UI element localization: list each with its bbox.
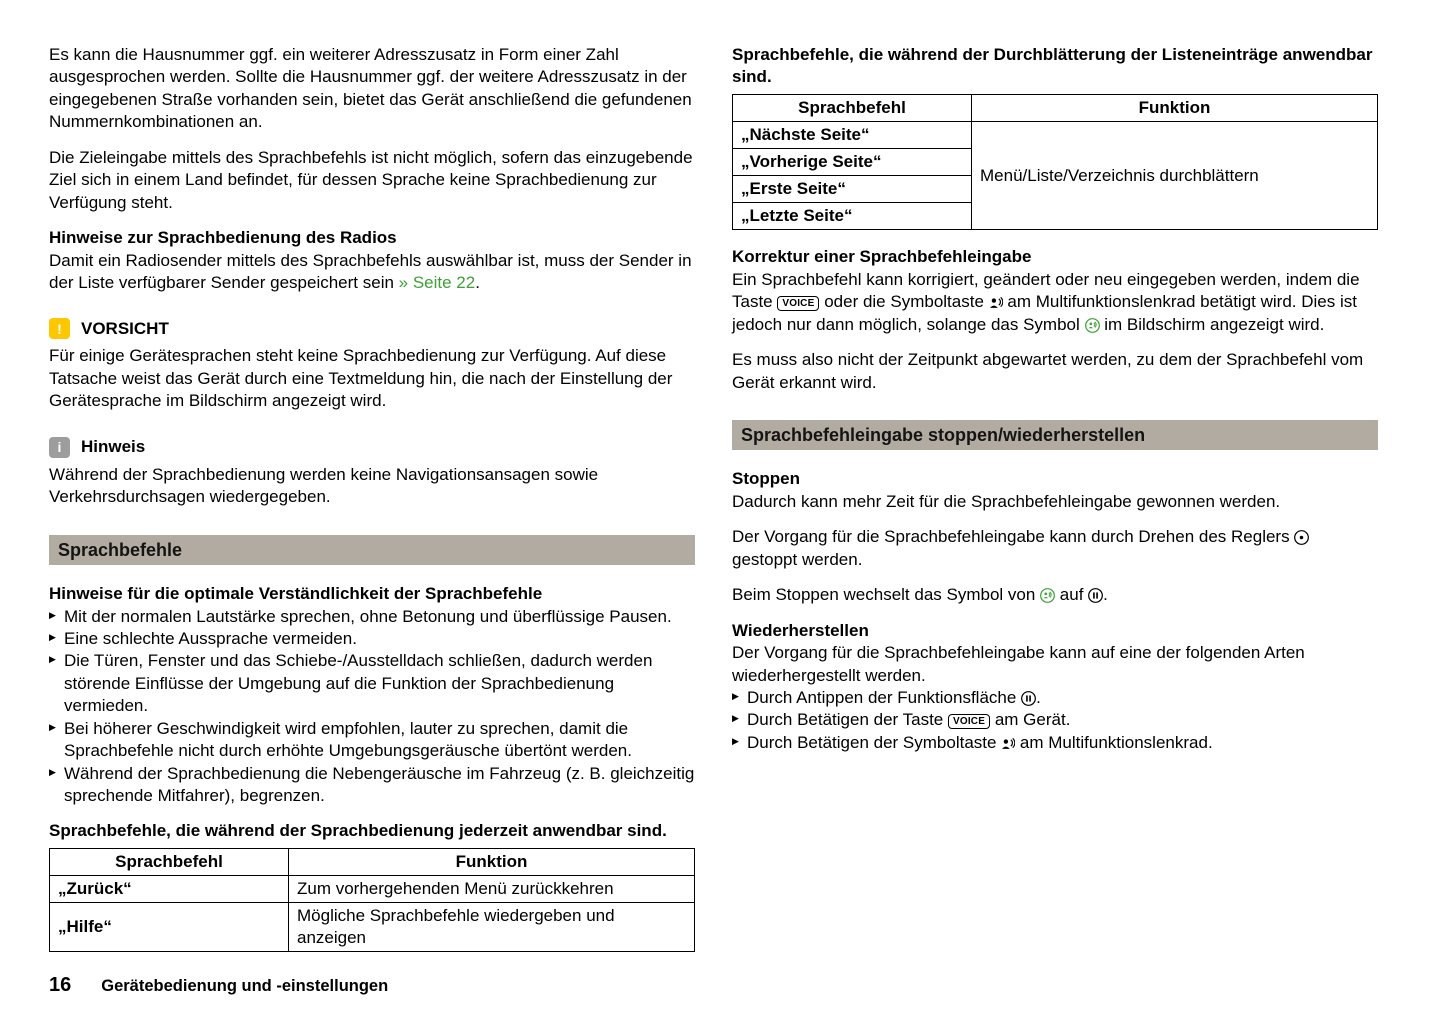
caution-title: VORSICHT <box>81 318 169 338</box>
list-item: ▶ Mit der normalen Lautstärke sprechen, ohne Betonung und überflüssige Pausen. <box>49 606 695 628</box>
table-row <box>50 875 695 902</box>
tips-list <box>49 606 695 808</box>
command-cell: „Erste Seite“ <box>733 176 972 203</box>
note-text: Während der Sprachbedienung werden keine Navigationsansagen sowie Verkehrsdurchsagen wiedergegeben. <box>49 464 599 507</box>
paragraph-wait: Es muss also nicht der Zeitpunkt abgewartet werden, zu dem der Sprachbefehl vom Gerät erkannt wird. <box>732 350 1364 392</box>
function-cell: Mögliche Sprachbefehle wiedergeben und anzeigen <box>289 903 695 952</box>
table-header-row <box>50 848 695 875</box>
command-cell: „Nächste Seite“ <box>733 121 972 148</box>
stop-text-2: Der Vorgang für die Sprachbefehleingabe kann durch Drehen des Reglers gestoppt werden. <box>732 526 1378 571</box>
page-22-link[interactable]: » Seite 22 <box>398 272 476 292</box>
caution-box <box>49 318 695 412</box>
column-header-funktion: Funktion <box>289 848 695 875</box>
list-item: ▶ Während der Sprachbedienung die Nebengeräusche im Fahrzeug (z. B. gleichzeitig sprechende Mitfahrer), begrenzen. <box>49 763 695 808</box>
voice-key-icon: VOICE <box>948 714 990 729</box>
stop-text-3: Beim Stoppen wechselt das Symbol von auf . <box>732 585 1108 605</box>
function-cell: Zum vorhergehenden Menü zurückkehren <box>289 875 695 902</box>
rotary-knob-icon <box>1294 530 1309 545</box>
caution-text: Für einige Gerätesprachen steht keine Sprachbedienung zur Verfügung. Auf diese Tatsache weist das Gerät durch eine Textmeldung hin, die nach der Einstellung der Gerätesprache im Bildschirm angezeigt wird. <box>49 346 673 411</box>
two-column-layout <box>49 44 1396 968</box>
list-item: ▶ Die Türen, Fenster und das Schiebe-/Ausstelldach schließen, dadurch werden störende Einflüsse der Umgebung auf die Funktion der Sprachbedienung vermieden. <box>49 650 695 717</box>
table-row <box>733 121 1378 148</box>
list-item: ▶ Eine schlechte Aussprache vermeiden. <box>49 628 695 650</box>
radio-hints-heading: Hinweise zur Sprachbedienung des Radios <box>49 228 397 248</box>
column-header-sprachbefehl: Sprachbefehl <box>50 848 289 875</box>
column-header-funktion: Funktion <box>972 94 1378 121</box>
stop-block <box>732 468 1378 513</box>
stop-text-1: Dadurch kann mehr Zeit für die Sprachbefehleingabe gewonnen werden. <box>732 491 1281 511</box>
correction-text: Ein Sprachbefehl kann korrigiert, geändert oder neu eingegeben werden, indem die Taste VOICE oder die Symboltaste am Multifunktionslenkrad betätigt wird. Dies ist jedoch nur dann möglich, solange das Symbol im Bildschirm angezeigt wird. <box>732 269 1360 334</box>
page-footer <box>49 974 388 997</box>
command-cell: „Letzte Seite“ <box>733 203 972 230</box>
list-item: ▶ Durch Betätigen der Symboltaste am Multifunktionslenkrad. <box>732 732 1378 754</box>
restore-block <box>732 620 1378 687</box>
function-cell-merged: Menü/Liste/Verzeichnis durchblättern <box>972 121 1378 229</box>
info-icon: i <box>49 437 70 458</box>
voice-commands-table <box>49 848 695 952</box>
section-header-sprachbefehle: Sprachbefehle <box>49 535 695 566</box>
speech-symbol-icon <box>1001 737 1015 751</box>
table-header-row <box>733 94 1378 121</box>
correction-heading: Korrektur einer Sprachbefehleingabe <box>732 247 1032 267</box>
section-header-stop-restore: Sprachbefehleingabe stoppen/wiederherstellen <box>732 420 1378 451</box>
table1-intro: Sprachbefehle, die während der Sprachbedienung jederzeit anwendbar sind. <box>49 821 667 841</box>
browse-commands-table <box>732 94 1378 230</box>
radio-hints-block <box>49 227 695 294</box>
correction-block <box>732 246 1378 336</box>
command-cell: „Zurück“ <box>50 875 289 902</box>
note-title: Hinweis <box>81 437 146 457</box>
table2-intro: Sprachbefehle, die während der Durchblätterung der Listeneinträge anwendbar sind. <box>732 45 1373 87</box>
command-cell: „Vorherige Seite“ <box>733 149 972 176</box>
list-item: ▶ Bei höherer Geschwindigkeit wird empfohlen, lauter zu sprechen, damit die Sprachbefehle nicht durch erhöhte Umgebungsgeräusche übertönt werden. <box>49 718 695 763</box>
voice-paused-icon <box>1021 691 1036 706</box>
page-number: 16 <box>49 974 72 996</box>
command-cell: „Hilfe“ <box>50 903 289 952</box>
radio-hints-text: Damit ein Radiosender mittels des Sprachbefehls auswählbar ist, muss der Sender in der Liste verfügbarer Sender gespeichert sein » Seite 22. <box>49 250 692 292</box>
tips-heading: Hinweise für die optimale Verständlichkeit der Sprachbefehle <box>49 584 543 604</box>
voice-active-icon <box>1040 588 1055 603</box>
list-item: ▶ Durch Antippen der Funktionsfläche . <box>732 687 1378 709</box>
list-item: ▶ Durch Betätigen der Taste VOICE am Gerät. <box>732 709 1378 731</box>
paragraph-destination-entry: Die Zieleingabe mittels des Sprachbefehls ist nicht möglich, sofern das einzugebende Ziel sich in einem Land befindet, für dessen Sprache keine Sprachbedienung zur Verfügung steht. <box>49 147 693 212</box>
voice-paused-icon <box>1088 588 1103 603</box>
table-row <box>50 903 695 952</box>
note-box <box>49 437 695 509</box>
column-header-sprachbefehl: Sprachbefehl <box>733 94 972 121</box>
right-column <box>732 44 1378 767</box>
stop-heading: Stoppen <box>732 469 800 489</box>
restore-intro: Der Vorgang für die Sprachbefehleingabe kann auf eine der folgenden Arten wiederhergestellt werden. <box>732 643 1305 685</box>
paragraph-house-number: Es kann die Hausnummer ggf. ein weiterer Adresszusatz in Form einer Zahl ausgesprochen werden. Sollte die Hausnummer ggf. der weitere Adresszusatz in der eingegebenen Straße vorhanden sein, bietet das Gerät anschließend die gefundenen Nummernkombinationen an. <box>49 45 692 132</box>
restore-heading: Wiederherstellen <box>732 620 869 640</box>
chapter-title: Gerätebedienung und -einstellungen <box>101 977 389 995</box>
caution-icon: ! <box>49 318 70 339</box>
restore-options-list <box>732 687 1378 754</box>
speech-symbol-icon <box>989 296 1003 310</box>
voice-active-icon <box>1085 318 1100 333</box>
voice-key-icon: VOICE <box>777 296 819 311</box>
left-column <box>49 44 695 968</box>
